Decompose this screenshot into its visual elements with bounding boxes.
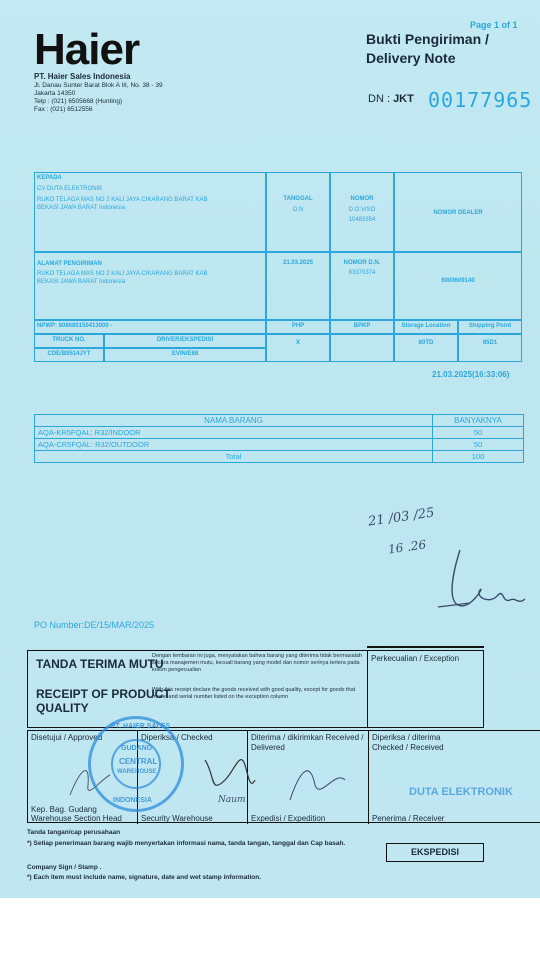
signer-name: Naum — [218, 795, 246, 805]
nomor-dn-value: 83370374 — [348, 270, 376, 276]
receipt-title-en-2: QUALITY — [36, 701, 89, 715]
note-en: *) Each item must include name, signature, date and wet stamp information. — [27, 874, 262, 881]
stamp-mid-2: CENTRAL — [119, 757, 158, 766]
driver-value-cell — [104, 348, 266, 362]
table-row — [35, 427, 524, 439]
received-footer: Expedisi / Expedition — [251, 814, 326, 823]
approved-footer-1: Kep. Bag. Gudang — [31, 805, 97, 814]
kepada-address-1: RUKO TELAGA MAS NO 2 KALI JAYA CIKARANG BARAT KAB — [37, 197, 208, 203]
nomor-dn-label: NOMOR D.N. — [343, 260, 381, 266]
checked-footer: Security Warehouse — [141, 814, 213, 823]
nomor-dealer-label: NOMOR DEALER — [433, 210, 483, 216]
kepada-name: CV DUTA ELEKTRONIK — [37, 186, 103, 192]
truck-value-cell — [34, 348, 104, 362]
shipping-grid — [34, 172, 522, 368]
table-row — [35, 439, 524, 451]
alamat-address-1: RUKO TELAGA MAS NO 2 KALI JAYA CIKARANG BARAT KAB — [37, 271, 208, 277]
received-label: Diterima / dikirimkan Received / Delivered — [251, 733, 364, 752]
exception-label: Perkecualian / Exception — [371, 654, 460, 663]
document-title-id: Bukti Pengiriman / — [366, 31, 489, 47]
document-title — [366, 30, 526, 68]
truck-label-cell — [34, 334, 104, 348]
php-value-cell — [266, 334, 330, 362]
nomor-dealer-cell — [394, 172, 522, 252]
storage-label: Storage Location — [401, 323, 451, 329]
driver-label-cell — [104, 334, 266, 348]
npwp-value: NPWP: 808680150413000 - — [37, 323, 113, 329]
shipping-value-cell — [458, 334, 522, 362]
item-qty: 50 — [433, 427, 524, 439]
note-id: *) Setiap penerimaan barang wajib menyertakan informasi nama, tanda tangan, tanggal dan Cap basah. — [27, 840, 346, 847]
dn-number: 00177965 — [428, 88, 533, 112]
nomor-value: 10483354 — [348, 217, 376, 223]
po-number: PO Number:DE/15/MAR/2025 — [34, 620, 155, 630]
receipt-desc-id: Dengan lembaran ini juga, menyatakan bahwa barang yang diterima tidak bermasalah secara manajemen mutu, kecuali barang yang model dan nomor serinya tertera pada kolom pengecualian — [152, 653, 363, 673]
kepada-address-2: BEKASI JAWA BARAT Indonesia — [37, 205, 126, 211]
storage-value: 80TD — [418, 340, 434, 346]
tanggal-value-cell — [266, 252, 330, 320]
kepada-cell — [34, 172, 266, 252]
shipping-point-label: Shipping Point — [468, 323, 512, 329]
nomor-sub: D.O.V/SO — [348, 207, 376, 213]
php-label-cell — [266, 320, 330, 334]
receiver-stamp: DUTA ELEKTRONIK — [409, 786, 513, 798]
stamp-mid-1: GUDANG — [121, 745, 153, 752]
sign-label: Tanda tangan/cap perusahaan — [27, 829, 121, 836]
tanggal-value: 21.03.2025 — [282, 260, 314, 266]
company-name: PT. Haier Sales Indonesia — [34, 72, 131, 81]
checked-received-label: Diperiksa / diterima Checked / Received — [372, 733, 444, 752]
company-fax: Fax : (021) 6512556 — [34, 106, 93, 113]
truck-value: CDE/B9514JYT — [47, 351, 91, 357]
company-phone: Telp : (021) 6505668 (Hunting) — [34, 98, 123, 105]
nomor-label: NOMOR — [350, 196, 374, 202]
storage-value-cell — [394, 334, 458, 362]
exception-box — [367, 650, 484, 728]
dealer-value-cell — [394, 252, 522, 320]
bpkp-value-cell — [330, 334, 394, 362]
approved-footer-2: Warehouse Section Head — [31, 814, 122, 823]
receipt-box — [27, 650, 367, 728]
haier-logo: Haier — [34, 25, 140, 74]
document-title-en: Delivery Note — [366, 50, 456, 66]
handwritten-signature-icon — [430, 545, 530, 620]
php-label: PHP — [291, 323, 305, 329]
item-name: AQA-CR5FQAL: R32/OUTDOOR — [35, 439, 433, 451]
bpkp-label-cell — [330, 320, 394, 334]
dn-label-text: DN : — [368, 93, 394, 105]
tanggal-sub: D.N — [292, 207, 304, 213]
tanggal-cell — [266, 172, 330, 252]
alamat-cell — [34, 252, 266, 320]
items-header-row — [35, 415, 524, 427]
receiver-footer: Penerima / Receiver — [372, 814, 445, 823]
company-address-1: Jl. Danau Sunter Barat Blok A III, No. 38 - 39 — [34, 82, 163, 89]
shipping-point-value: 85D1 — [482, 340, 498, 346]
stamp-top-text: PT. HAIER SALES — [111, 723, 171, 730]
dn-prefix: JKT — [393, 93, 414, 105]
copy-label: EKSPEDISI — [386, 843, 484, 862]
receipt-title-id: TANDA TERIMA MUTU — [36, 657, 164, 671]
company-sign-label: Company Sign / Stamp . — [27, 864, 102, 871]
receipt-title-en — [36, 687, 171, 715]
total-row — [35, 451, 524, 463]
item-qty: 50 — [433, 439, 524, 451]
handwritten-time: 16 .26 — [387, 537, 427, 557]
tanggal-label: TANGGAL — [283, 196, 313, 202]
receipt-title-en-1: RECEIPT OF PRODUCT — [36, 687, 171, 701]
col-banyaknya: BANYAKNYA — [433, 415, 524, 427]
alamat-label: ALAMAT PENGIRIMAN — [37, 261, 102, 267]
item-name: AQA-KR5FQAL: R32/INDOOR — [35, 427, 433, 439]
warehouse-stamp-icon — [88, 716, 184, 812]
nomor-dn-cell — [330, 252, 394, 320]
exception-top-rule — [367, 646, 484, 648]
shipping-label-cell — [458, 320, 522, 334]
dn-label — [368, 93, 414, 105]
nomor-cell — [330, 172, 394, 252]
bpkp-label: BPKP — [353, 323, 371, 329]
checked-label: Diperiksa / Checked — [141, 733, 213, 742]
total-label: Total — [35, 451, 433, 463]
company-address-2: Jakarta 14350 — [34, 90, 76, 97]
driver-value: EVIN/E68 — [171, 351, 199, 357]
total-value: 100 — [433, 451, 524, 463]
col-nama-barang: NAMA BARANG — [35, 415, 433, 427]
stamp-mid-3: WAREHOUSE — [117, 769, 157, 775]
items-table — [34, 414, 524, 463]
print-timestamp: 21.03.2025(16:33:06) — [432, 370, 510, 379]
npwp-cell — [34, 320, 266, 334]
truck-label: TRUCK NO. — [52, 337, 86, 343]
php-value: X — [295, 340, 300, 346]
dealer-value: 6000609140 — [441, 278, 475, 284]
storage-label-cell — [394, 320, 458, 334]
receipt-desc-en: With this receipt declare the goods received with good quality, except for goods that model and serial number listed on the exception column — [152, 687, 356, 700]
driver-label: DRIVER/EKSPEDISI — [156, 337, 214, 343]
approved-label: Disetujui / Approved — [31, 733, 103, 742]
handwritten-date: 21 /03 /25 — [367, 505, 436, 530]
kepada-label: KEPADA — [37, 175, 62, 181]
stamp-bottom-text: INDONESIA — [113, 797, 152, 804]
page-indicator: Page 1 of 1 — [470, 20, 518, 30]
alamat-address-2: BEKASI JAWA BARAT Indonesia — [37, 279, 126, 285]
